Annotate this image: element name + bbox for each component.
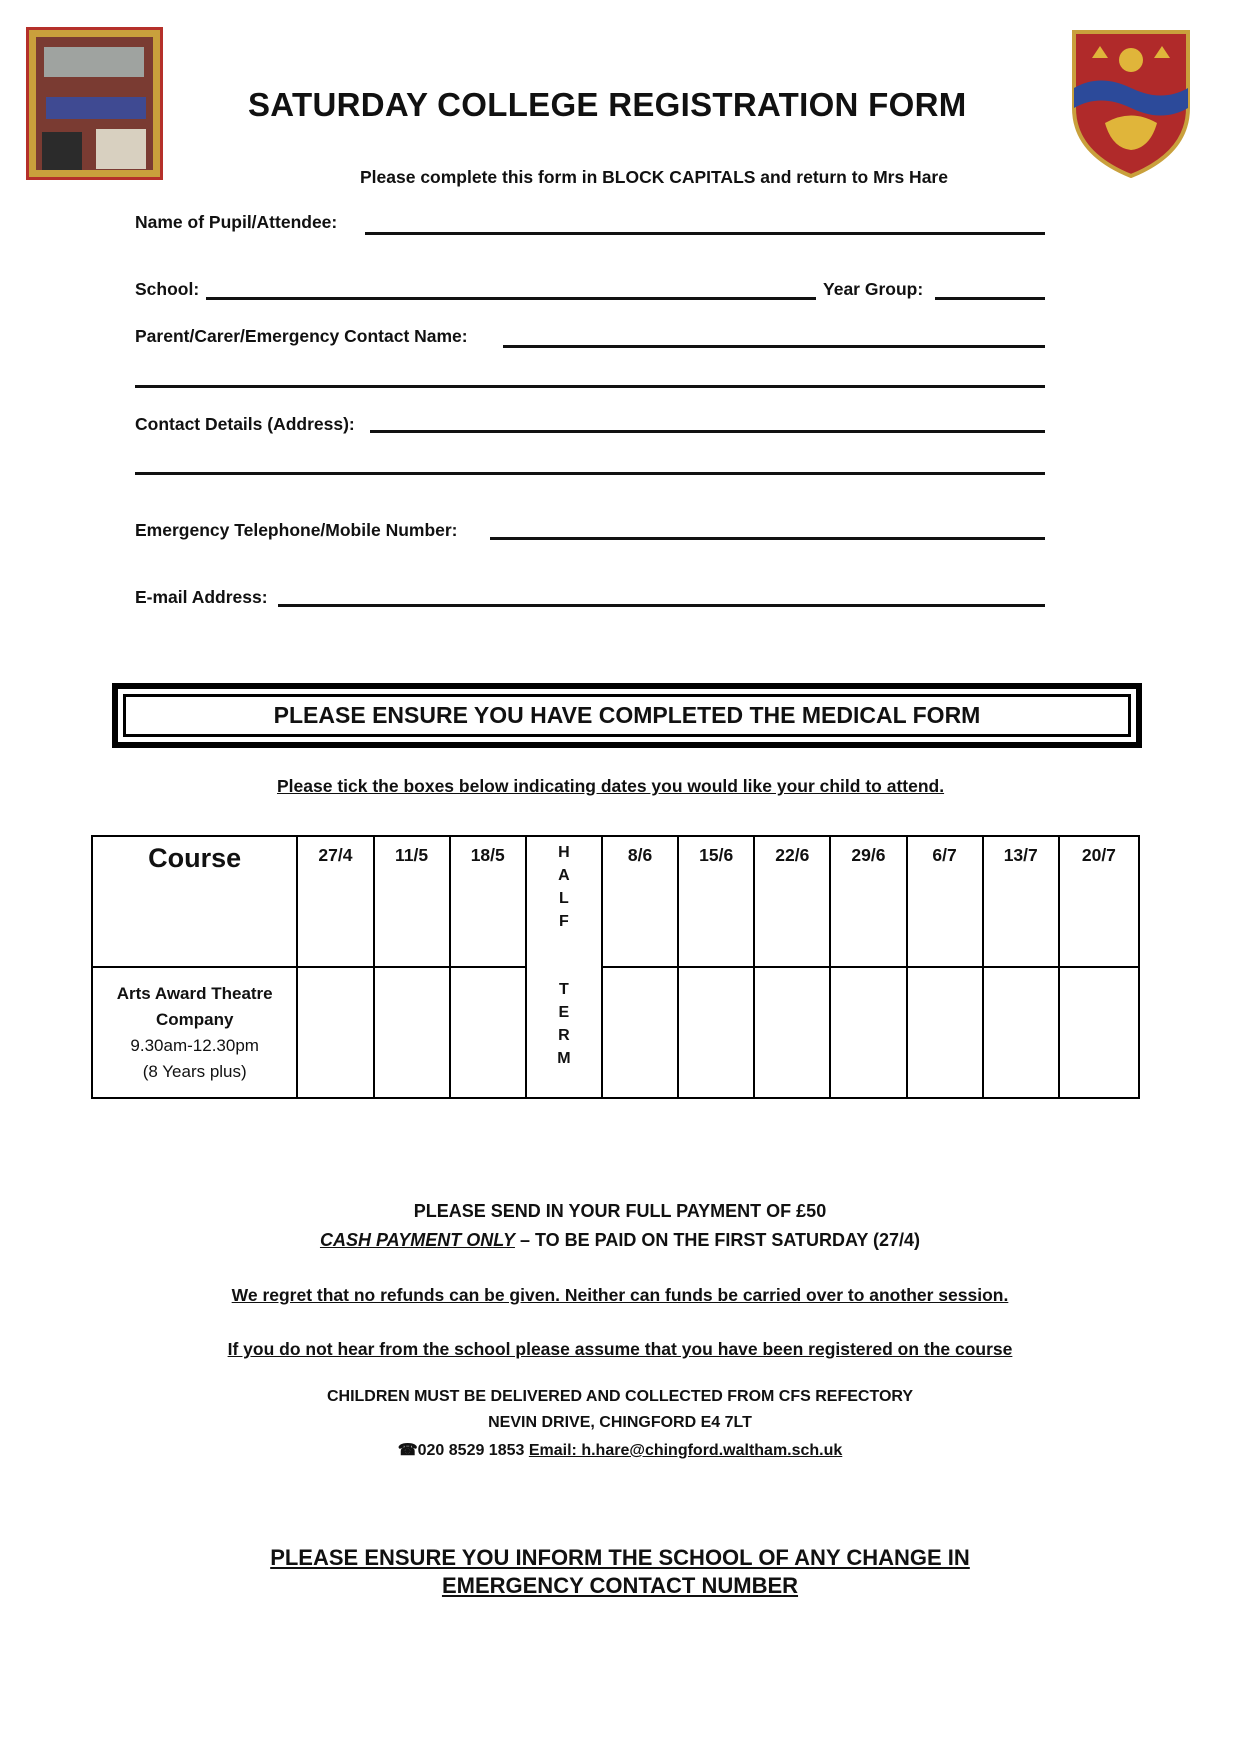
course-name-cell [92, 967, 297, 1098]
email-label: E-mail Address: [135, 587, 268, 607]
emergency-phone-field[interactable] [490, 537, 1045, 540]
refund-note: We regret that no refunds can be given. Neither can funds be carried over to another session. [231, 1285, 1009, 1305]
year-group-field[interactable] [935, 297, 1045, 300]
pupil-name-field[interactable] [365, 232, 1045, 235]
half-term-letter: L [558, 890, 569, 907]
parent-contact-label: Parent/Carer/Emergency Contact Name: [135, 326, 468, 346]
course-schedule-table [91, 835, 1140, 1099]
payment-line: PLEASE SEND IN YOUR FULL PAYMENT OF £50 [413, 1201, 827, 1221]
address-label: Contact Details (Address): [135, 414, 355, 434]
form-title: SATURDAY COLLEGE REGISTRATION FORM [248, 86, 967, 123]
date-header: 13/7 [983, 836, 1059, 967]
contact-line [0, 1440, 1240, 1460]
delivery-address: NEVIN DRIVE, CHINGFORD E4 7LT [488, 1414, 752, 1431]
phone-icon: ☎ [397, 1442, 418, 1459]
date-header: 29/6 [830, 836, 906, 967]
school-field[interactable] [206, 297, 816, 300]
medical-notice: PLEASE ENSURE YOU HAVE COMPLETED THE MEDICAL FORM [123, 694, 1131, 737]
date-header: 18/5 [450, 836, 526, 967]
date-header: 20/7 [1059, 836, 1139, 967]
date-header: 6/7 [907, 836, 983, 967]
attendance-checkbox[interactable] [450, 967, 526, 1098]
half-term-letter: F [558, 913, 569, 930]
final-notice-line2: EMERGENCY CONTACT NUMBER [441, 1573, 799, 1598]
half-term-letter: H [558, 844, 570, 861]
half-term-letter: A [558, 867, 570, 884]
date-header: 11/5 [374, 836, 450, 967]
course-column-header: Course [92, 836, 297, 967]
course-title-line1: Arts Award Theatre [116, 983, 273, 1003]
attendance-checkbox[interactable] [830, 967, 906, 1098]
year-group-label: Year Group: [823, 279, 924, 299]
cash-only-label: CASH PAYMENT ONLY [319, 1230, 515, 1250]
attendance-checkbox[interactable] [907, 967, 983, 1098]
date-header: 8/6 [602, 836, 678, 967]
parent-contact-field-line2[interactable] [135, 385, 1045, 388]
half-term-letter: R [558, 1027, 570, 1044]
half-term-letter: M [557, 1050, 571, 1067]
parent-contact-field[interactable] [503, 345, 1045, 348]
half-term-column [526, 836, 602, 1098]
email-field[interactable] [278, 604, 1045, 607]
phone-number: 020 8529 1853 [417, 1442, 525, 1459]
attendance-checkbox[interactable] [374, 967, 450, 1098]
contact-email-link[interactable]: Email: h.hare@chingford.waltham.sch.uk [528, 1442, 843, 1459]
payment-terms [0, 1230, 1240, 1251]
school-crest-icon [1070, 28, 1192, 178]
attendance-checkbox[interactable] [602, 967, 678, 1098]
attendance-checkbox[interactable] [754, 967, 830, 1098]
school-label: School: [135, 279, 200, 299]
address-field[interactable] [370, 430, 1045, 433]
tick-instruction: Please tick the boxes below indicating dates you would like your child to attend. [277, 776, 945, 796]
course-age: (8 Years plus) [142, 1061, 247, 1081]
half-term-letter: T [558, 981, 569, 998]
half-term-letter: E [558, 1004, 570, 1021]
form-instruction: Please complete this form in BLOCK CAPITALS and return to Mrs Hare [360, 167, 948, 187]
medical-notice-box [112, 683, 1142, 748]
course-time: 9.30am-12.30pm [130, 1035, 259, 1055]
pupil-name-label: Name of Pupil/Attendee: [135, 212, 338, 232]
address-field-line2[interactable] [135, 472, 1045, 475]
emergency-phone-label: Emergency Telephone/Mobile Number: [135, 520, 458, 540]
delivery-line1: CHILDREN MUST BE DELIVERED AND COLLECTED FROM CFS REFECTORY [326, 1388, 914, 1405]
attendance-checkbox[interactable] [297, 967, 373, 1098]
date-header: 15/6 [678, 836, 754, 967]
attendance-checkbox[interactable] [983, 967, 1059, 1098]
final-notice-line1: PLEASE ENSURE YOU INFORM THE SCHOOL OF ANY CHANGE IN [270, 1545, 970, 1570]
payment-date-text: – TO BE PAID ON THE FIRST SATURDAY (27/4) [514, 1230, 921, 1250]
attendance-checkbox[interactable] [678, 967, 754, 1098]
saturday-college-logo [26, 27, 163, 180]
date-header: 27/4 [297, 836, 373, 967]
registered-note: If you do not hear from the school please assume that you have been registered on the course [227, 1339, 1013, 1359]
date-header: 22/6 [754, 836, 830, 967]
attendance-checkbox[interactable] [1059, 967, 1139, 1098]
course-title-line2: Company [155, 1009, 234, 1029]
